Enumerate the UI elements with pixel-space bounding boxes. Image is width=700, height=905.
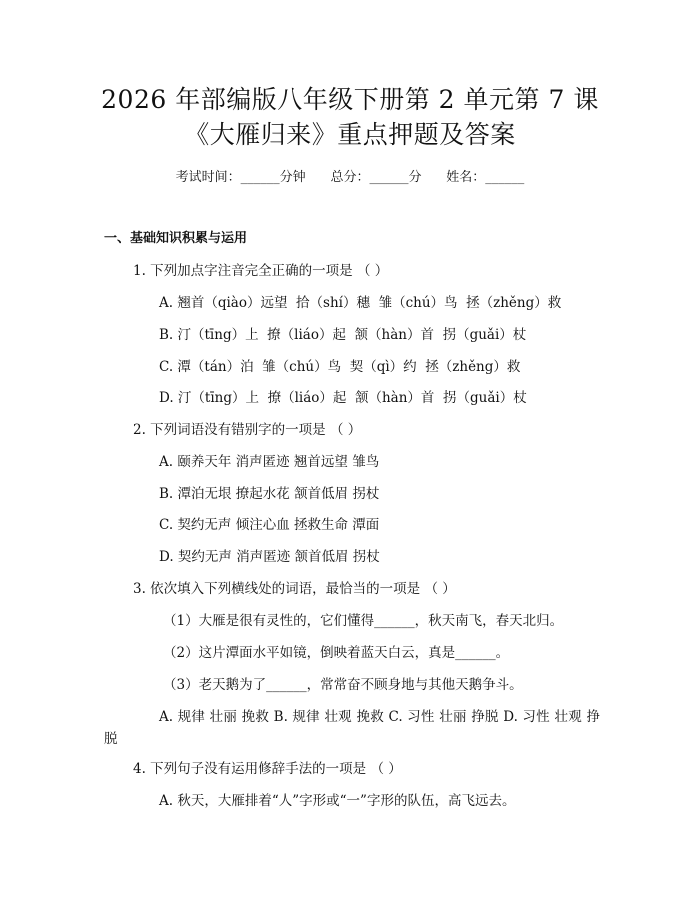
title-line-2: 《大雁归来》重点押题及答案 xyxy=(184,120,516,149)
question-2-option-c: C. 契约无声 倾注心血 拯救生命 潭面 xyxy=(159,517,380,533)
question-3-options: A. 规律 壮丽 挽救 B. 规律 壮观 挽救 C. 习性 壮丽 挣脱 D. 习性 壮观 挣脱 xyxy=(104,709,600,747)
question-2-option-a: A. 颐养天年 消声匿迹 翘首远望 雏鸟 xyxy=(159,454,380,470)
name-field: 姓名：______ xyxy=(446,170,525,185)
exam-time-field: 考试时间：______分钟 xyxy=(175,170,306,185)
question-1-option-a: A. 翘首（qiào）远望 拾（shí）穗 雏（chú）鸟 拯（zhěng）救 xyxy=(159,295,562,311)
question-4-option-a: A. 秋天，大雁排着“人”字形或“一”字形的队伍，高飞远去。 xyxy=(159,793,516,809)
total-score-field: 总分：______分 xyxy=(330,170,422,185)
exam-meta xyxy=(0,169,700,187)
question-1-stem: 1. 下列加点字注音完全正确的一项是 （ ） xyxy=(133,263,389,279)
section-heading: 一、基础知识积累与运用 xyxy=(104,231,248,246)
question-3-blank-3: （3）老天鹅为了______，常常奋不顾身地与其他天鹅争斗。 xyxy=(163,677,523,693)
question-2-stem: 2. 下列词语没有错别字的一项是 （ ） xyxy=(133,422,362,438)
question-3-blank-1: （1）大雁是很有灵性的，它们懂得______，秋天南飞，春天北归。 xyxy=(163,613,564,629)
question-2-option-b: B. 潭泊无垠 撩起水花 颔首低眉 拐杖 xyxy=(159,486,380,502)
question-2-option-d: D. 契约无声 消声匿迹 颔首低眉 拐杖 xyxy=(159,549,380,565)
question-4-stem: 4. 下列句子没有运用修辞手法的一项是 （ ） xyxy=(133,761,402,777)
question-1-option-c: C. 潭（tán）泊 雏（chú）鸟 契（qì）约 拯（zhěng）救 xyxy=(159,359,521,375)
question-1-option-d: D. 汀（tīng）上 撩（liáo）起 颔（hàn）首 拐（guǎi）杖 xyxy=(159,390,527,406)
question-3-blank-2: （2）这片潭面水平如镜，倒映着蓝天白云，真是______。 xyxy=(163,645,510,661)
question-3-stem: 3. 依次填入下列横线处的词语，最恰当的一项是 （ ） xyxy=(133,581,456,597)
title-line-1: 2026 年部编版八年级下册第 2 单元第 7 课 xyxy=(101,85,599,114)
question-1-option-b: B. 汀（tīng）上 撩（liáo）起 颔（hàn）首 拐（guǎi）杖 xyxy=(159,327,527,343)
